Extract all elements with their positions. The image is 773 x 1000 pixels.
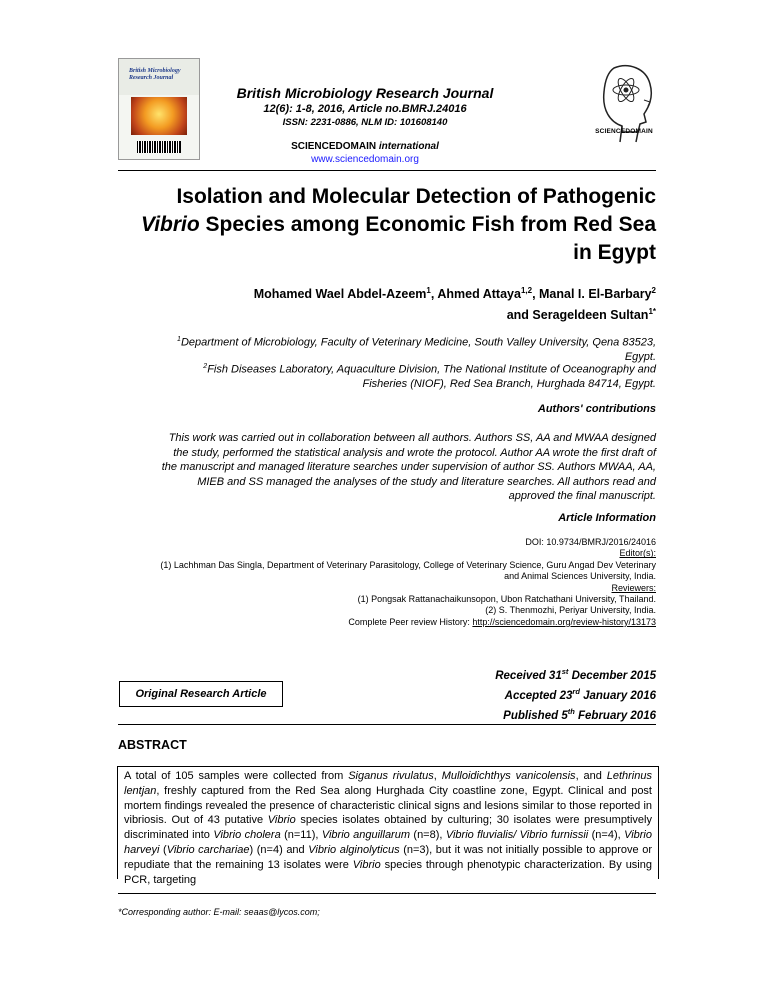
affiliation-1-line-2: Egypt. [624, 350, 656, 363]
affiliation-2-text: Fish Diseases Laboratory, Aquaculture Division, The National Institute of Oceanography and [207, 363, 656, 376]
abstract-divider [118, 724, 656, 725]
affiliation-2-sup: 2 [203, 363, 208, 370]
affiliation-1-sup: 1 [177, 336, 181, 343]
accepted-sup: rd [572, 686, 580, 696]
affiliation-1-text: Department of Microbiology, Faculty of Veterinary Medicine, South Valley University, Qena 83523, [180, 336, 656, 349]
accepted-label: Accepted 23 [504, 689, 573, 702]
affiliation-1-line-1 [118, 333, 656, 350]
editors-label: Editor(s): [619, 548, 656, 559]
author-3-affil: 2 [651, 286, 656, 295]
editors-label-row [118, 548, 656, 559]
paper-title [118, 183, 656, 267]
doi: DOI: 10.9734/BMRJ/2016/24016 [525, 537, 656, 547]
authors-line-1 [118, 282, 656, 303]
corresponding-author-footnote: *Corresponding author: E-mail: seaas@lycos.com; [118, 907, 320, 917]
contributions-heading: Authors' contributions [537, 403, 656, 415]
publisher-url[interactable]: www.sciencedomain.org [311, 154, 419, 165]
journal-name: British Microbiology Research Journal [236, 85, 494, 101]
abstract-heading: ABSTRACT [118, 738, 187, 752]
abstract-text-5: species isolates obtained by culturing; 30 isolates were presumptively discriminated into [124, 814, 652, 842]
published-rest: February 2016 [574, 709, 656, 722]
author-4-affil: 1* [648, 307, 656, 317]
article-info-heading: Article Information [558, 512, 656, 524]
author-4: and Serageldeen Sultan [506, 308, 649, 323]
title-line-2 [118, 211, 656, 239]
received-date [418, 664, 656, 684]
publisher-suffix: international [378, 141, 439, 152]
journal-volume: 12(6): 1-8, 2016, Article no.BMRJ.24016 [263, 103, 467, 115]
contributions-line-5: approved the final manuscript. [508, 490, 656, 502]
received-sup: st [561, 667, 569, 676]
published-date [418, 704, 656, 724]
species-8: Vibrio harveyi [124, 829, 652, 856]
cover-title [129, 68, 195, 82]
abstract-text-1: A total of 105 samples were collected from [124, 770, 349, 782]
affiliation-2 [118, 360, 656, 391]
reviewers-label: Reviewers: [611, 582, 656, 593]
abstract-text-4: , freshly captured from the Red Sea along Hurghada City coastline zone, Egypt. Clinical and post mortem findings revealed the presence of characteristic clinical signs and lesions similar to those reported in vibriosis. Out of 43 putative [124, 784, 652, 827]
abstract-text-12: species through phenotypic characterization. By using PCR, targeting [124, 858, 652, 886]
reviewers-label-row [118, 583, 656, 594]
abstract-body [117, 766, 659, 886]
species-1: Siganus rivulatus [348, 770, 434, 782]
affiliation-2-line-1 [118, 360, 656, 377]
title-line-3: in Egypt [573, 241, 656, 264]
abstract-text-6: (n=11), [280, 829, 322, 842]
publisher: SCIENCEDOMAIN [291, 141, 377, 152]
abstract-text-9: ( [159, 843, 167, 856]
abstract-text-7: (n=8), [410, 829, 446, 842]
title-genus: Vibrio [140, 213, 200, 236]
review-history-row [118, 617, 656, 628]
accepted-date [418, 684, 656, 704]
cover-barcode [137, 141, 181, 153]
header-divider [118, 170, 656, 171]
article-dates [418, 664, 656, 723]
article-type-badge: Original Research Article [119, 681, 283, 707]
species-11: Vibrio [352, 858, 381, 871]
abstract-text-10: ) (n=4) and [249, 843, 309, 856]
species-2: Mulloidichthys vanicolensis [441, 770, 576, 782]
title-line-1: Isolation and Molecular Detection of Pathogenic [176, 185, 656, 208]
author-2-affil: 1,2 [520, 286, 533, 295]
footnote-divider [118, 893, 656, 894]
publisher-name [200, 140, 530, 153]
abstract-text-11: (n=3), but it was not initially possible to approve or repudiate that the remaining 13 isolates were [124, 843, 652, 871]
contributions-text [118, 431, 656, 504]
authors-line-2 [118, 303, 656, 324]
author-1-affil: 1 [426, 286, 431, 295]
editor-1-line-1: (1) Lachhman Das Singla, Department of Veterinary Parasitology, College of Veterinary Science, Guru Angad Dev Veterinary [160, 559, 656, 570]
abstract-text-2: , [433, 770, 442, 782]
abstract-text-8: (n=4), [588, 829, 625, 842]
contributions-line-3: the manuscript and managed literature searches under supervision of author SS. Authors MWAA, AA, [161, 461, 656, 473]
author-2: , Ahmed Attaya [430, 287, 521, 302]
species-3: Lethrinus lentjan [124, 770, 652, 797]
author-list [118, 282, 656, 324]
species-4: Vibrio [267, 814, 296, 827]
affiliation-2-line-2: Fisheries (NIOF), Red Sea Branch, Hurghada 84714, Egypt. [362, 377, 656, 390]
logo-text: SCIENCEDOMAIN [595, 128, 653, 135]
review-history-link[interactable]: http://sciencedomain.org/review-history/13173 [472, 616, 656, 627]
species-6: Vibrio anguillarum [321, 829, 411, 842]
journal-issn: ISSN: 2231-0886, NLM ID: 101608140 [282, 117, 448, 128]
accepted-rest: January 2016 [579, 689, 656, 702]
published-label: Published 5 [503, 709, 568, 722]
contributions-line-1: This work was carried out in collaboration between all authors. Authors SS, AA and MWAA designed [168, 432, 656, 444]
title-line-2-rest: Species among Economic Fish from Red Sea [199, 213, 656, 236]
abstract-text-3: , and [575, 770, 607, 782]
species-9: Vibrio carchariae [166, 843, 250, 856]
review-history-label: Complete Peer review History: [348, 616, 473, 627]
contributions-line-4: MIEB and SS managed the analyses of the study and literature searches. All authors read and [197, 475, 656, 488]
journal-header [200, 84, 530, 166]
contributions-line-2: the study, performed the statistical analysis and wrote the protocol. Author AA wrote the first draft of [173, 446, 656, 459]
received-label: Received 31 [495, 669, 562, 682]
received-rest: December 2015 [568, 669, 656, 682]
author-3: , Manal I. El-Barbary [532, 287, 652, 302]
cover-title-line-1: British Microbiology [129, 68, 181, 74]
editor-1-line-2: and Animal Sciences University, India. [504, 571, 656, 582]
article-info [118, 537, 656, 628]
published-sup: th [567, 706, 575, 716]
author-1: Mohamed Wael Abdel-Azeem [253, 287, 427, 302]
cover-title-line-2: Research Journal [129, 75, 174, 81]
species-10: Vibrio alginolyticus [308, 843, 400, 856]
cover-artwork [131, 97, 187, 135]
reviewer-1: (1) Pongsak Rattanachaikunsopon, Ubon Ratchathani University, Thailand. [357, 594, 656, 605]
species-7: Vibrio fluvialis/ Vibrio furnissii [445, 829, 589, 842]
journal-cover-image [118, 58, 200, 160]
species-5: Vibrio cholera [213, 829, 281, 842]
reviewer-2: (2) S. Thenmozhi, Periyar University, India. [485, 605, 656, 616]
